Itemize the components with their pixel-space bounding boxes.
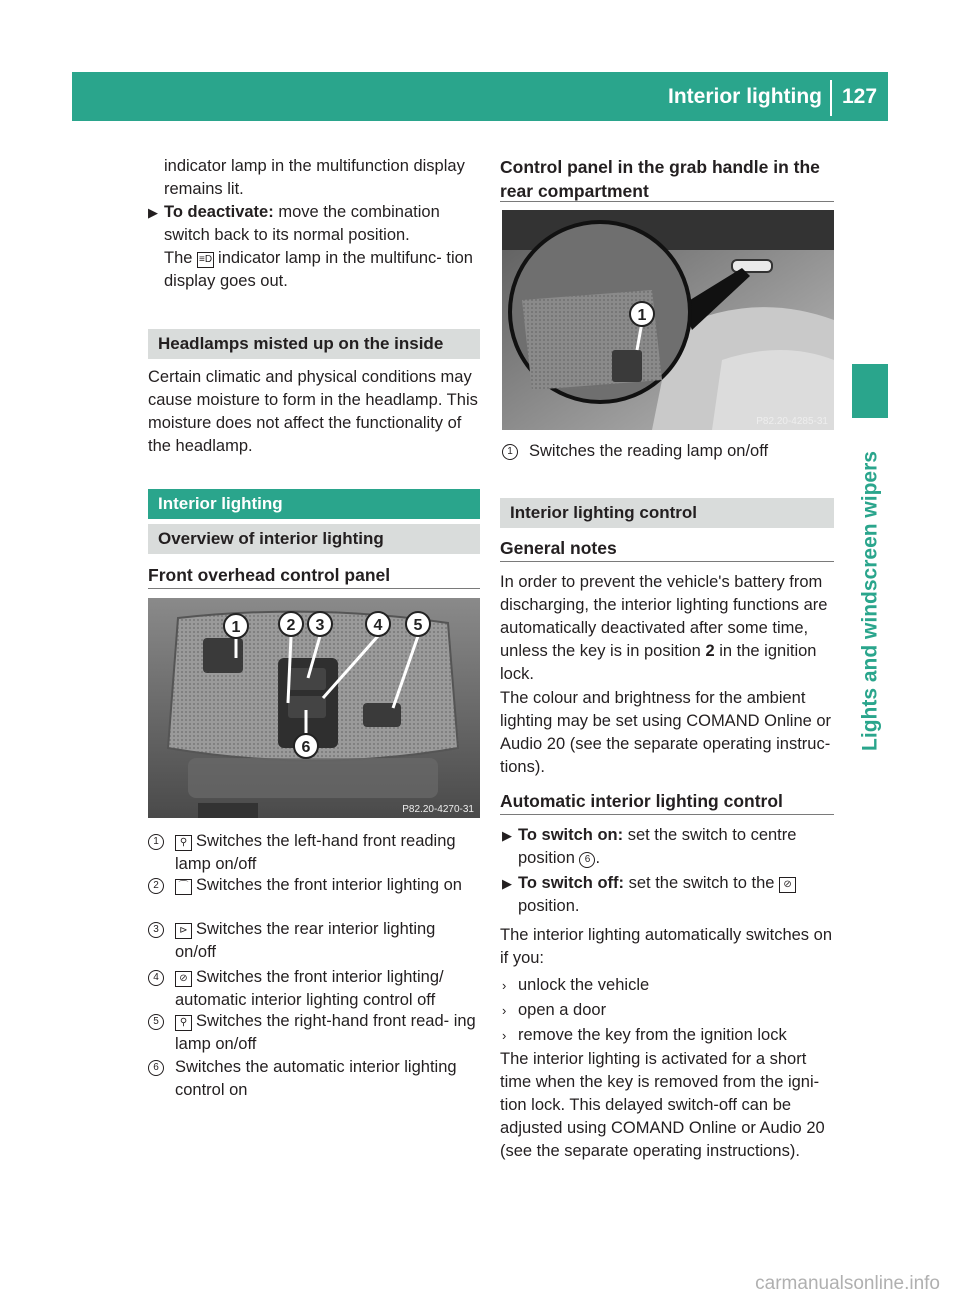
auto-off-icon: ⊘	[779, 877, 796, 893]
continued-paragraph: indicator lamp in the multifunction display remains lit.	[164, 157, 465, 198]
photo-code: P82.20-4270-31	[402, 804, 474, 815]
svg-text:3: 3	[315, 617, 325, 634]
list-item: › open a door	[502, 999, 836, 1022]
svg-text:1: 1	[637, 307, 647, 324]
control-heading: Interior lighting control	[500, 498, 834, 528]
svg-text:2: 2	[286, 617, 296, 634]
legend-item: 4 ⊘ Switches the front interior lighting/ automatic interior lighting control off	[148, 966, 484, 1012]
legend-item: 3 ⊳ Switches the rear interior lighting on/off	[148, 918, 484, 964]
auto-control-heading: Automatic interior lighting control	[500, 791, 783, 811]
divider	[500, 201, 834, 202]
divider	[148, 588, 480, 589]
legend-item: 1 ⚲ Switches the left-hand front reading lamp on/off	[148, 830, 484, 876]
misted-heading: Headlamps misted up on the inside	[148, 329, 480, 359]
watermark: carmanualsonline.info	[755, 1273, 940, 1294]
auto-paragraph: The interior lighting automatically switches on if you:	[500, 926, 832, 967]
misted-paragraph: Certain climatic and physical conditions may cause moisture to form in the headlamp. This moisture does not affect the functionality of the headlamp.	[148, 368, 478, 455]
general-paragraph: In order to prevent the vehicle's battery from discharging, the interior lighting functions are automatically deactivated after some time, unless the key is in position 2 in the ignition lock. The colour and brightness for the ambient lighting may be set using COMAND Online or Audio 20 (see the separate operating instruc- tions).	[500, 573, 832, 776]
front-panel-photo	[148, 598, 480, 818]
legend-item: 5 ⚲ Switches the right-hand front read- ing lamp on/off	[148, 1010, 484, 1056]
reading-lamp-icon: ⚲	[175, 1015, 192, 1031]
photo-code: P82.20-4285-31	[756, 416, 828, 427]
step-arrow-icon: ▶	[502, 876, 512, 891]
section-heading: Interior lighting	[148, 489, 480, 519]
auto-off-icon: ⊘	[175, 971, 192, 987]
svg-text:4: 4	[373, 617, 383, 634]
divider	[500, 814, 834, 815]
overview-heading: Overview of interior lighting	[148, 524, 480, 554]
switch-off-step: ▶ To switch off: set the switch to the ⊘ position.	[502, 872, 836, 918]
page-title: Interior lighting	[668, 85, 822, 108]
divider	[500, 561, 834, 562]
chapter-label: Lights and windscreen wipers	[858, 451, 882, 751]
final-paragraph: The interior lighting is activated for a short time when the key is removed from the igni- tion lock. This delayed switch-off can be adjusted using COMAND Online or Audio 20 (see the separate operating instructions).	[500, 1050, 825, 1160]
legend-item: 1 Switches the reading lamp on/off	[502, 440, 834, 464]
grab-handle-heading: Control panel in the grab handle in the rear compartment	[500, 157, 820, 201]
switch-on-step: ▶ To switch on: set the switch to centre position 6 .	[502, 826, 797, 867]
grab-handle-photo	[502, 210, 834, 430]
bullet-icon: ›	[502, 978, 507, 993]
svg-text:5: 5	[413, 617, 423, 634]
svg-text:1: 1	[231, 619, 241, 636]
legend-item: 2 ⌒ Switches the front interior lighting on	[148, 874, 484, 920]
list-item: › remove the key from the ignition lock	[502, 1024, 836, 1047]
header-divider	[830, 80, 832, 116]
bullet-icon: ›	[502, 1003, 507, 1018]
deactivate-step: ▶ To deactivate: move the combination switch back to its normal position. The ≡D indicator lamp in the multifunc- tion display goes out.	[148, 203, 473, 290]
list-item: › unlock the vehicle	[502, 974, 836, 997]
svg-text:6: 6	[301, 739, 311, 756]
chapter-tab	[852, 364, 888, 418]
front-panel-heading: Front overhead control panel	[148, 565, 391, 585]
reading-lamp-icon: ⚲	[175, 835, 192, 851]
general-notes-heading: General notes	[500, 538, 617, 558]
step-arrow-icon: ▶	[148, 205, 158, 220]
step-arrow-icon: ▶	[502, 828, 512, 843]
front-interior-light-icon: ⌒	[175, 879, 192, 895]
fog-lamp-indicator-icon: ≡D	[197, 252, 214, 268]
legend-item: 6 Switches the automatic interior lighting control on	[148, 1056, 484, 1102]
page-number: 127	[842, 85, 878, 108]
bullet-icon: ›	[502, 1028, 507, 1043]
rear-interior-light-icon: ⊳	[175, 923, 192, 939]
